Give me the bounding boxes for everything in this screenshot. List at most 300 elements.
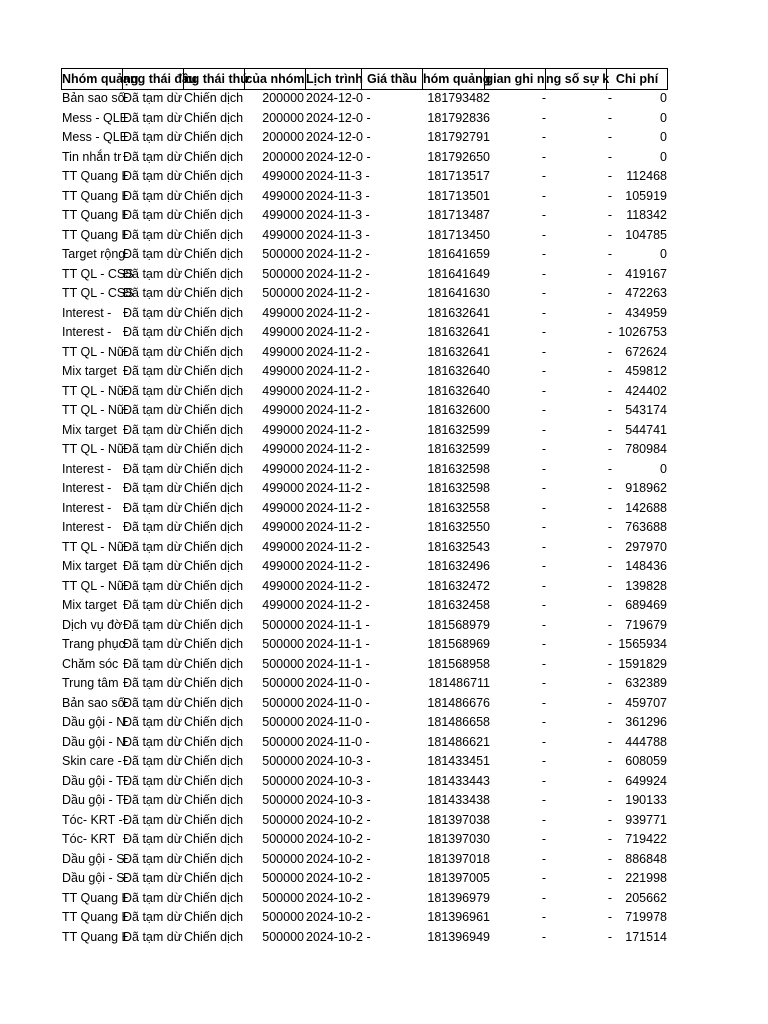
cell-attribution-time[interactable]: -	[541, 422, 546, 437]
cell-secondary-status[interactable]: Chiến dịch	[184, 559, 244, 573]
cell-ad-group-name[interactable]: Interest -	[62, 305, 112, 320]
cell-delivery-status[interactable]: Đã tạm dừ	[123, 890, 183, 905]
cell-cost[interactable]: 608059	[625, 754, 667, 768]
cell-ad-group-id[interactable]: 181632641	[427, 325, 490, 339]
cell-delivery-status[interactable]: Đã tạm dừ	[123, 676, 183, 690]
cell-secondary-status[interactable]: Chiến dịch	[184, 676, 244, 690]
cell-delivery-status[interactable]: Đã tạm dừ	[123, 812, 183, 827]
cell-cost[interactable]: 112468	[626, 169, 667, 183]
cell-group-budget[interactable]: 499000	[262, 227, 304, 242]
cell-delivery-status[interactable]: Đã tạm dừ	[123, 773, 183, 788]
header-secondary-status[interactable]: ng thái thứ	[183, 68, 245, 90]
cell-ad-group-name[interactable]: Mix target	[62, 559, 117, 573]
cell-group-budget[interactable]: 500000	[262, 637, 304, 651]
cell-secondary-status[interactable]: Chiến dịch	[184, 461, 244, 476]
cell-secondary-status[interactable]: Chiến dịch	[184, 91, 244, 105]
cell-delivery-status[interactable]: Đã tạm dừ	[123, 695, 183, 710]
cell-attribution-time[interactable]: -	[541, 929, 546, 944]
cell-schedule[interactable]: 2024-11-0 -	[306, 676, 370, 690]
cell-schedule[interactable]: 2024-10-2 -	[306, 910, 371, 924]
cell-secondary-status[interactable]: Chiến dịch	[184, 832, 244, 846]
cell-ad-group-id[interactable]: 181792836	[427, 110, 490, 125]
cell-ad-group-name[interactable]: TT QL - Nữ	[62, 578, 126, 593]
cell-total-events[interactable]: -	[607, 851, 612, 866]
cell-attribution-time[interactable]: -	[541, 403, 546, 417]
cell-total-events[interactable]: -	[607, 364, 612, 378]
cell-delivery-status[interactable]: Đã tạm dừ	[123, 227, 183, 242]
cell-attribution-time[interactable]: -	[541, 481, 546, 495]
cell-cost[interactable]: 719978	[625, 910, 667, 924]
cell-ad-group-id[interactable]: 181641630	[427, 286, 490, 300]
cell-group-budget[interactable]: 499000	[262, 383, 304, 398]
cell-schedule[interactable]: 2024-11-1 -	[306, 637, 370, 651]
cell-total-events[interactable]: -	[607, 754, 612, 768]
cell-ad-group-name[interactable]: Mix target	[62, 364, 117, 378]
cell-schedule[interactable]: 2024-11-0 -	[306, 734, 370, 749]
cell-cost[interactable]: 780984	[625, 442, 667, 456]
cell-ad-group-name[interactable]: Dầu gội - S	[62, 851, 125, 866]
cell-secondary-status[interactable]: Chiến dịch	[184, 637, 244, 651]
cell-schedule[interactable]: 2024-10-3 -	[306, 793, 371, 807]
cell-cost[interactable]: 1026753	[618, 325, 667, 339]
cell-total-events[interactable]: -	[607, 286, 612, 300]
cell-group-budget[interactable]: 500000	[262, 793, 304, 807]
cell-cost[interactable]: 459812	[625, 364, 667, 378]
cell-ad-group-id[interactable]: 181396949	[427, 929, 490, 944]
cell-delivery-status[interactable]: Đã tạm dừ	[123, 559, 183, 573]
cell-delivery-status[interactable]: Đã tạm dừ	[123, 637, 183, 651]
cell-cost[interactable]: 105919	[625, 188, 667, 203]
cell-total-events[interactable]: -	[607, 422, 612, 437]
cell-ad-group-name[interactable]: Chăm sóc	[62, 656, 119, 671]
cell-attribution-time[interactable]: -	[541, 442, 546, 456]
cell-schedule[interactable]: 2024-11-2 -	[306, 247, 370, 261]
cell-schedule[interactable]: 2024-11-2 -	[306, 461, 370, 476]
cell-total-events[interactable]: -	[607, 481, 612, 495]
cell-ad-group-name[interactable]: Dầu gội - T	[62, 773, 124, 788]
cell-secondary-status[interactable]: Chiến dịch	[184, 149, 244, 164]
cell-schedule[interactable]: 2024-11-2 -	[306, 266, 370, 281]
cell-total-events[interactable]: -	[607, 227, 612, 242]
cell-cost[interactable]: 719679	[625, 617, 667, 632]
cell-ad-group-name[interactable]: TT QL - Nữ	[62, 442, 126, 456]
cell-schedule[interactable]: 2024-10-2 -	[306, 929, 371, 944]
cell-schedule[interactable]: 2024-11-2 -	[306, 325, 370, 339]
cell-cost[interactable]: 672624	[625, 344, 667, 359]
cell-cost[interactable]: 544741	[625, 422, 667, 437]
cell-total-events[interactable]: -	[607, 559, 612, 573]
cell-secondary-status[interactable]: Chiến dịch	[184, 227, 244, 242]
header-ad-group-id[interactable]: hóm quảng	[422, 68, 485, 90]
cell-delivery-status[interactable]: Đã tạm dừ	[123, 110, 183, 125]
header-delivery-status[interactable]: ạng thái đầu	[122, 68, 184, 90]
cell-attribution-time[interactable]: -	[541, 851, 546, 866]
cell-ad-group-id[interactable]: 181641649	[427, 266, 490, 281]
cell-ad-group-name[interactable]: Interest -	[62, 500, 112, 515]
cell-ad-group-id[interactable]: 181632599	[427, 422, 490, 437]
cell-cost[interactable]: 444788	[625, 734, 667, 749]
cell-ad-group-id[interactable]: 181632472	[427, 578, 490, 593]
cell-secondary-status[interactable]: Chiến dịch	[184, 598, 244, 612]
cell-ad-group-id[interactable]: 181632598	[427, 461, 490, 476]
cell-group-budget[interactable]: 499000	[262, 461, 304, 476]
cell-schedule[interactable]: 2024-11-0 -	[306, 695, 370, 710]
cell-attribution-time[interactable]: -	[541, 364, 546, 378]
cell-secondary-status[interactable]: Chiến dịch	[184, 188, 244, 203]
cell-cost[interactable]: 0	[660, 149, 667, 164]
cell-schedule[interactable]: 2024-11-3 -	[306, 208, 370, 222]
cell-cost[interactable]: 139828	[625, 578, 667, 593]
cell-total-events[interactable]: -	[607, 500, 612, 515]
cell-ad-group-id[interactable]: 181486658	[427, 715, 490, 729]
cell-schedule[interactable]: 2024-11-2 -	[306, 364, 370, 378]
cell-total-events[interactable]: -	[607, 442, 612, 456]
cell-total-events[interactable]: -	[607, 832, 612, 846]
cell-ad-group-id[interactable]: 181713487	[427, 208, 490, 222]
cell-total-events[interactable]: -	[607, 149, 612, 164]
cell-total-events[interactable]: -	[607, 325, 612, 339]
cell-group-budget[interactable]: 499000	[262, 539, 304, 554]
cell-secondary-status[interactable]: Chiến dịch	[184, 383, 244, 398]
cell-delivery-status[interactable]: Đã tạm dừ	[123, 871, 183, 885]
cell-total-events[interactable]: -	[607, 773, 612, 788]
cell-total-events[interactable]: -	[607, 247, 612, 261]
cell-cost[interactable]: 939771	[625, 812, 667, 827]
cell-group-budget[interactable]: 500000	[262, 812, 304, 827]
cell-schedule[interactable]: 2024-11-1 -	[306, 656, 370, 671]
cell-secondary-status[interactable]: Chiến dịch	[184, 403, 244, 417]
cell-group-budget[interactable]: 499000	[262, 364, 304, 378]
header-attribution-time[interactable]: gian ghi n	[484, 68, 546, 90]
cell-secondary-status[interactable]: Chiến dịch	[184, 715, 244, 729]
cell-ad-group-name[interactable]: Tóc- KRT	[62, 832, 116, 846]
cell-secondary-status[interactable]: Chiến dịch	[184, 910, 244, 924]
cell-cost[interactable]: 205662	[625, 890, 667, 905]
cell-total-events[interactable]: -	[607, 617, 612, 632]
cell-group-budget[interactable]: 499000	[262, 598, 304, 612]
cell-ad-group-name[interactable]: Mix target	[62, 422, 117, 437]
cell-secondary-status[interactable]: Chiến dịch	[184, 305, 244, 320]
cell-schedule[interactable]: 2024-12-0 -	[306, 110, 371, 125]
cell-ad-group-name[interactable]: Dầu gội - N	[62, 715, 126, 729]
cell-ad-group-id[interactable]: 181397038	[427, 812, 490, 827]
cell-total-events[interactable]: -	[607, 812, 612, 827]
cell-ad-group-name[interactable]: Dầu gội - N	[62, 734, 126, 749]
cell-group-budget[interactable]: 200000	[262, 91, 304, 105]
cell-schedule[interactable]: 2024-11-2 -	[306, 383, 370, 398]
cell-secondary-status[interactable]: Chiến dịch	[184, 617, 244, 632]
cell-delivery-status[interactable]: Đã tạm dừ	[123, 149, 183, 164]
cell-cost[interactable]: 649924	[625, 773, 667, 788]
cell-attribution-time[interactable]: -	[541, 520, 546, 534]
cell-ad-group-id[interactable]: 181632640	[427, 383, 490, 398]
cell-cost[interactable]: 0	[660, 110, 667, 125]
cell-ad-group-name[interactable]: Mess - QLE	[62, 130, 128, 144]
cell-secondary-status[interactable]: Chiến dịch	[184, 656, 244, 671]
cell-schedule[interactable]: 2024-11-0 -	[306, 715, 370, 729]
cell-attribution-time[interactable]: -	[541, 559, 546, 573]
cell-delivery-status[interactable]: Đã tạm dừ	[123, 832, 183, 846]
header-schedule[interactable]: Lịch trình	[305, 68, 362, 90]
cell-group-budget[interactable]: 499000	[262, 481, 304, 495]
cell-ad-group-name[interactable]: Dầu gội - T	[62, 793, 124, 807]
cell-ad-group-id[interactable]: 181632641	[427, 344, 490, 359]
cell-delivery-status[interactable]: Đã tạm dừ	[123, 344, 183, 359]
cell-attribution-time[interactable]: -	[541, 812, 546, 827]
cell-cost[interactable]: 1565934	[618, 637, 667, 651]
cell-cost[interactable]: 0	[660, 461, 667, 476]
cell-cost[interactable]: 632389	[625, 676, 667, 690]
cell-delivery-status[interactable]: Đã tạm dừ	[123, 442, 183, 456]
cell-total-events[interactable]: -	[607, 871, 612, 885]
cell-secondary-status[interactable]: Chiến dịch	[184, 130, 244, 144]
cell-ad-group-id[interactable]: 181433438	[427, 793, 490, 807]
cell-cost[interactable]: 118342	[626, 208, 667, 222]
cell-group-budget[interactable]: 499000	[262, 208, 304, 222]
cell-group-budget[interactable]: 500000	[262, 676, 304, 690]
cell-attribution-time[interactable]: -	[541, 130, 546, 144]
cell-ad-group-name[interactable]: Dịch vụ đờ	[62, 617, 123, 632]
cell-secondary-status[interactable]: Chiến dịch	[184, 695, 244, 710]
cell-attribution-time[interactable]: -	[541, 325, 546, 339]
cell-secondary-status[interactable]: Chiến dịch	[184, 890, 244, 905]
cell-ad-group-name[interactable]: Trung tâm	[62, 676, 119, 690]
cell-ad-group-name[interactable]: TT Quang L	[62, 169, 129, 183]
cell-cost[interactable]: 0	[660, 247, 667, 261]
cell-ad-group-id[interactable]: 181396979	[427, 890, 490, 905]
cell-schedule[interactable]: 2024-12-0 -	[306, 149, 371, 164]
cell-cost[interactable]: 543174	[625, 403, 667, 417]
cell-cost[interactable]: 0	[660, 91, 667, 105]
cell-ad-group-id[interactable]: 181486676	[427, 695, 490, 710]
cell-total-events[interactable]: -	[607, 110, 612, 125]
cell-secondary-status[interactable]: Chiến dịch	[184, 422, 244, 437]
cell-schedule[interactable]: 2024-11-2 -	[306, 500, 370, 515]
cell-ad-group-name[interactable]: Mess - QLE	[62, 110, 128, 125]
cell-ad-group-name[interactable]: Trang phục	[62, 637, 125, 651]
cell-cost[interactable]: 459707	[625, 695, 667, 710]
cell-group-budget[interactable]: 500000	[262, 715, 304, 729]
cell-ad-group-id[interactable]: 181632598	[427, 481, 490, 495]
cell-delivery-status[interactable]: Đã tạm dừ	[123, 500, 183, 515]
cell-ad-group-id[interactable]: 181433443	[427, 773, 490, 788]
cell-cost[interactable]: 424402	[625, 383, 667, 398]
cell-group-budget[interactable]: 499000	[262, 422, 304, 437]
cell-secondary-status[interactable]: Chiến dịch	[184, 247, 244, 261]
cell-group-budget[interactable]: 499000	[262, 305, 304, 320]
cell-attribution-time[interactable]: -	[541, 695, 546, 710]
cell-ad-group-name[interactable]: Interest -	[62, 481, 112, 495]
cell-secondary-status[interactable]: Chiến dịch	[184, 208, 244, 222]
cell-attribution-time[interactable]: -	[541, 617, 546, 632]
cell-secondary-status[interactable]: Chiến dịch	[184, 929, 244, 944]
cell-total-events[interactable]: -	[607, 305, 612, 320]
cell-delivery-status[interactable]: Đã tạm dừ	[123, 520, 183, 534]
cell-group-budget[interactable]: 500000	[262, 832, 304, 846]
header-cost[interactable]: Chi phí	[606, 68, 668, 90]
header-total-events[interactable]: ng số sự k	[545, 68, 607, 90]
cell-cost[interactable]: 763688	[625, 520, 667, 534]
cell-ad-group-name[interactable]: TT QL - Nữ	[62, 383, 126, 398]
cell-secondary-status[interactable]: Chiến dịch	[184, 773, 244, 788]
cell-attribution-time[interactable]: -	[541, 305, 546, 320]
cell-cost[interactable]: 918962	[625, 481, 667, 495]
cell-group-budget[interactable]: 500000	[262, 851, 304, 866]
cell-ad-group-id[interactable]: 181793482	[427, 91, 490, 105]
cell-delivery-status[interactable]: Đã tạm dừ	[123, 208, 183, 222]
cell-ad-group-id[interactable]: 181433451	[427, 754, 490, 768]
cell-attribution-time[interactable]: -	[541, 734, 546, 749]
cell-secondary-status[interactable]: Chiến dịch	[184, 325, 244, 339]
cell-attribution-time[interactable]: -	[541, 578, 546, 593]
cell-schedule[interactable]: 2024-11-2 -	[306, 442, 370, 456]
cell-group-budget[interactable]: 499000	[262, 344, 304, 359]
cell-group-budget[interactable]: 500000	[262, 890, 304, 905]
cell-secondary-status[interactable]: Chiến dịch	[184, 266, 244, 281]
cell-total-events[interactable]: -	[607, 169, 612, 183]
cell-cost[interactable]: 419167	[625, 266, 667, 281]
cell-schedule[interactable]: 2024-10-2 -	[306, 812, 371, 827]
cell-ad-group-id[interactable]: 181632558	[427, 500, 490, 515]
cell-ad-group-name[interactable]: Interest -	[62, 461, 112, 476]
cell-cost[interactable]: 886848	[625, 851, 667, 866]
cell-attribution-time[interactable]: -	[541, 500, 546, 515]
cell-group-budget[interactable]: 500000	[262, 754, 304, 768]
cell-delivery-status[interactable]: Đã tạm dừ	[123, 461, 183, 476]
cell-attribution-time[interactable]: -	[541, 266, 546, 281]
cell-ad-group-id[interactable]: 181713501	[427, 188, 490, 203]
cell-group-budget[interactable]: 200000	[262, 149, 304, 164]
cell-secondary-status[interactable]: Chiến dịch	[184, 481, 244, 495]
cell-ad-group-id[interactable]: 181713517	[427, 169, 490, 183]
cell-attribution-time[interactable]: -	[541, 910, 546, 924]
cell-group-budget[interactable]: 500000	[262, 871, 304, 885]
cell-attribution-time[interactable]: -	[541, 793, 546, 807]
cell-cost[interactable]: 719422	[625, 832, 667, 846]
cell-total-events[interactable]: -	[607, 890, 612, 905]
cell-attribution-time[interactable]: -	[541, 247, 546, 261]
cell-ad-group-id[interactable]: 181568979	[427, 617, 490, 632]
cell-ad-group-id[interactable]: 181632599	[427, 442, 490, 456]
cell-attribution-time[interactable]: -	[541, 169, 546, 183]
cell-delivery-status[interactable]: Đã tạm dừ	[123, 617, 183, 632]
cell-group-budget[interactable]: 500000	[262, 929, 304, 944]
cell-ad-group-id[interactable]: 181632641	[427, 305, 490, 320]
cell-total-events[interactable]: -	[607, 403, 612, 417]
cell-ad-group-name[interactable]: Interest -	[62, 520, 112, 534]
cell-total-events[interactable]: -	[607, 344, 612, 359]
cell-group-budget[interactable]: 499000	[262, 559, 304, 573]
cell-delivery-status[interactable]: Đã tạm dừ	[123, 383, 183, 398]
cell-attribution-time[interactable]: -	[541, 227, 546, 242]
cell-cost[interactable]: 190133	[625, 793, 667, 807]
cell-ad-group-id[interactable]: 181397005	[427, 871, 490, 885]
cell-cost[interactable]: 434959	[625, 305, 667, 320]
cell-ad-group-name[interactable]: TT Quang L	[62, 910, 129, 924]
cell-cost[interactable]: 142688	[625, 500, 667, 515]
cell-ad-group-id[interactable]: 181632550	[427, 520, 490, 534]
cell-ad-group-name[interactable]: TT Quang L	[62, 227, 129, 242]
cell-group-budget[interactable]: 499000	[262, 169, 304, 183]
cell-total-events[interactable]: -	[607, 715, 612, 729]
cell-attribution-time[interactable]: -	[541, 676, 546, 690]
cell-ad-group-name[interactable]: Mix target	[62, 598, 117, 612]
cell-ad-group-id[interactable]: 181568958	[427, 656, 490, 671]
cell-cost[interactable]: 361296	[625, 715, 667, 729]
cell-secondary-status[interactable]: Chiến dịch	[184, 793, 244, 807]
cell-schedule[interactable]: 2024-11-2 -	[306, 539, 370, 554]
cell-group-budget[interactable]: 499000	[262, 325, 304, 339]
cell-total-events[interactable]: -	[607, 793, 612, 807]
cell-schedule[interactable]: 2024-11-2 -	[306, 598, 370, 612]
cell-group-budget[interactable]: 499000	[262, 403, 304, 417]
cell-ad-group-name[interactable]: Tóc- KRT -	[62, 812, 123, 827]
cell-cost[interactable]: 221998	[625, 871, 667, 885]
cell-schedule[interactable]: 2024-11-2 -	[306, 305, 370, 320]
cell-delivery-status[interactable]: Đã tạm dừ	[123, 578, 183, 593]
cell-total-events[interactable]: -	[607, 656, 612, 671]
cell-cost[interactable]: 0	[660, 130, 667, 144]
cell-schedule[interactable]: 2024-11-2 -	[306, 520, 370, 534]
cell-ad-group-name[interactable]: TT QL - Nữ	[62, 539, 126, 554]
cell-delivery-status[interactable]: Đã tạm dừ	[123, 656, 183, 671]
cell-attribution-time[interactable]: -	[541, 890, 546, 905]
cell-delivery-status[interactable]: Đã tạm dừ	[123, 305, 183, 320]
cell-delivery-status[interactable]: Đã tạm dừ	[123, 169, 183, 183]
cell-ad-group-name[interactable]: Tin nhắn tr	[62, 149, 122, 164]
cell-delivery-status[interactable]: Đã tạm dừ	[123, 422, 183, 437]
cell-group-budget[interactable]: 500000	[262, 734, 304, 749]
cell-ad-group-name[interactable]: Dầu gội - S	[62, 871, 125, 885]
cell-cost[interactable]: 171514	[625, 929, 667, 944]
cell-group-budget[interactable]: 500000	[262, 286, 304, 300]
cell-cost[interactable]: 297970	[625, 539, 667, 554]
cell-attribution-time[interactable]: -	[541, 188, 546, 203]
cell-delivery-status[interactable]: Đã tạm dừ	[123, 286, 183, 300]
cell-attribution-time[interactable]: -	[541, 832, 546, 846]
cell-cost[interactable]: 689469	[625, 598, 667, 612]
cell-ad-group-id[interactable]: 181397030	[427, 832, 490, 846]
cell-total-events[interactable]: -	[607, 910, 612, 924]
cell-ad-group-name[interactable]: TT Quang L	[62, 188, 129, 203]
cell-delivery-status[interactable]: Đã tạm dừ	[123, 325, 183, 339]
cell-ad-group-id[interactable]: 181397018	[427, 851, 490, 866]
cell-attribution-time[interactable]: -	[541, 383, 546, 398]
cell-group-budget[interactable]: 500000	[262, 773, 304, 788]
cell-delivery-status[interactable]: Đã tạm dừ	[123, 539, 183, 554]
cell-total-events[interactable]: -	[607, 734, 612, 749]
cell-secondary-status[interactable]: Chiến dịch	[184, 364, 244, 378]
cell-secondary-status[interactable]: Chiến dịch	[184, 812, 244, 827]
cell-delivery-status[interactable]: Đã tạm dừ	[123, 188, 183, 203]
cell-group-budget[interactable]: 499000	[262, 500, 304, 515]
cell-attribution-time[interactable]: -	[541, 149, 546, 164]
cell-attribution-time[interactable]: -	[541, 286, 546, 300]
cell-delivery-status[interactable]: Đã tạm dừ	[123, 403, 183, 417]
cell-ad-group-name[interactable]: TT QL - Nữ	[62, 344, 126, 359]
cell-ad-group-id[interactable]: 181486711	[428, 676, 490, 690]
cell-attribution-time[interactable]: -	[541, 461, 546, 476]
cell-delivery-status[interactable]: Đã tạm dừ	[123, 266, 183, 281]
cell-ad-group-id[interactable]: 181713450	[427, 227, 490, 242]
cell-ad-group-name[interactable]: TT Quang L	[62, 208, 129, 222]
header-bid[interactable]: Giá thầu	[361, 68, 423, 90]
cell-group-budget[interactable]: 500000	[262, 656, 304, 671]
cell-secondary-status[interactable]: Chiến dịch	[184, 500, 244, 515]
cell-group-budget[interactable]: 499000	[262, 442, 304, 456]
cell-ad-group-id[interactable]: 181792791	[427, 130, 490, 144]
cell-group-budget[interactable]: 500000	[262, 247, 304, 261]
